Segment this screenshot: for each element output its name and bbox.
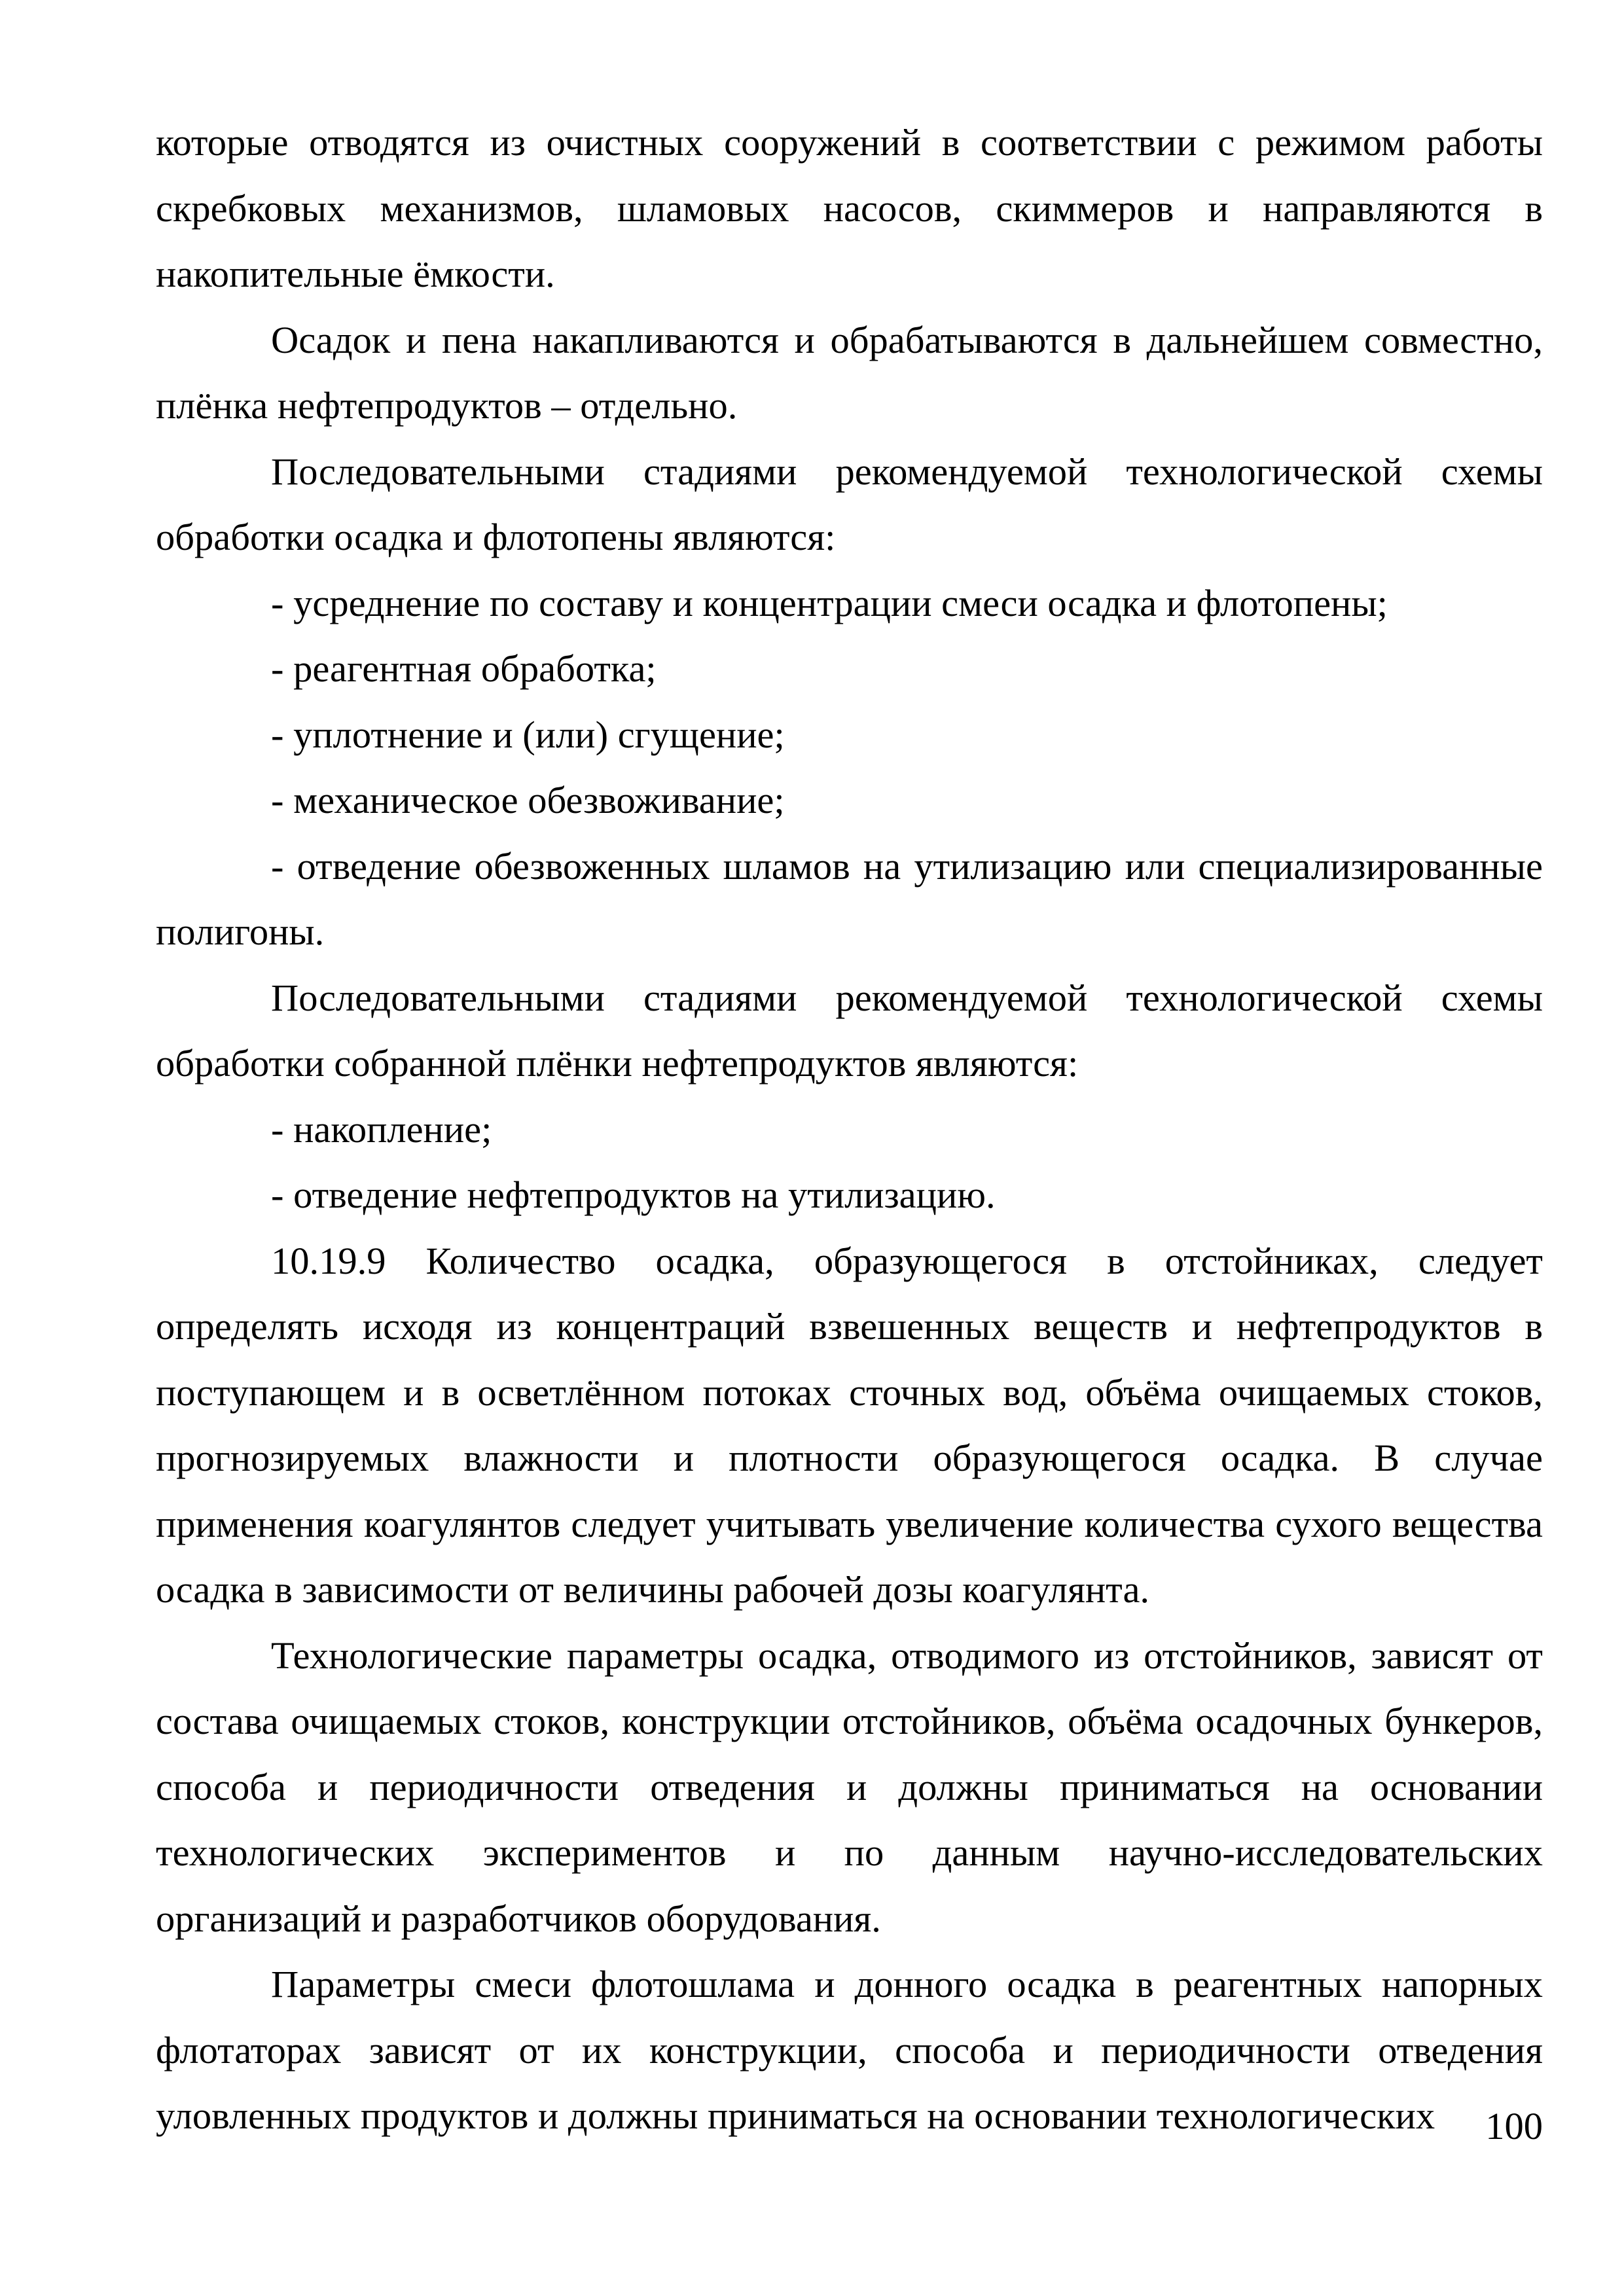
paragraph-technological-parameters: Технологические параметры осадка, отводимого из отстойников, зависят от состава очищаемых стоков, конструкции отстойников, объёма осадочных бункеров, способа и периодичности отведения и должны приниматься на основании технологических экспериментов и по данным научно-исследовательских организаций и разработчиков оборудования. bbox=[156, 1634, 1543, 1940]
page-number: 100 bbox=[1485, 2105, 1543, 2147]
paragraph-continuation: которые отводятся из очистных сооружений в соответствии с режимом работы скребковых механизмов, шламовых насосов, скиммеров и направляются в накопительные ёмкости. bbox=[156, 121, 1543, 295]
paragraph-clause-10-19-9: 10.19.9 Количество осадка, образующегося в отстойниках, следует определять исходя из концентраций взвешенных веществ и нефтепродуктов в поступающем и в осветлённом потоках сточных вод, объёма очищаемых стоков, прогнозируемых влажности и плотности образующегося осадка. В случае применения коагулянтов следует учитывать увеличение количества сухого вещества осадка в зависимости от величины рабочей дозы коагулянта. bbox=[156, 1239, 1543, 1611]
list-item: - отведение нефтепродуктов на утилизацию. bbox=[271, 1174, 996, 1216]
list-item: - накопление; bbox=[271, 1107, 492, 1151]
list-item: - усреднение по составу и концентрации смеси осадка и флотопены; bbox=[271, 581, 1388, 624]
list-item: - реагентная обработка; bbox=[271, 647, 657, 690]
paragraph-sludge-foam: Осадок и пена накапливаются и обрабатываются в дальнейшем совместно, плёнка нефтепродуктов – отдельно. bbox=[156, 318, 1543, 427]
body-text bbox=[156, 110, 1543, 2149]
list-item: - отведение обезвоженных шламов на утилизацию или специализированные полигоны. bbox=[156, 844, 1543, 953]
paragraph-flotation-parameters: Параметры смеси флотошлама и донного осадка в реагентных напорных флотаторах зависят от их конструкции, способа и периодичности отведения уловленных продуктов и должны приниматься на основании технологических bbox=[156, 1963, 1543, 2137]
list-item: - уплотнение и (или) сгущение; bbox=[271, 713, 785, 756]
paragraph-stages-film: Последовательными стадиями рекомендуемой технологической схемы обработки собранной плёнки нефтепродуктов являются: bbox=[156, 976, 1543, 1085]
list-item: - механическое обезвоживание; bbox=[271, 779, 785, 821]
paragraph-stages-sludge: Последовательными стадиями рекомендуемой технологической схемы обработки осадка и флотопены являются: bbox=[156, 450, 1543, 558]
